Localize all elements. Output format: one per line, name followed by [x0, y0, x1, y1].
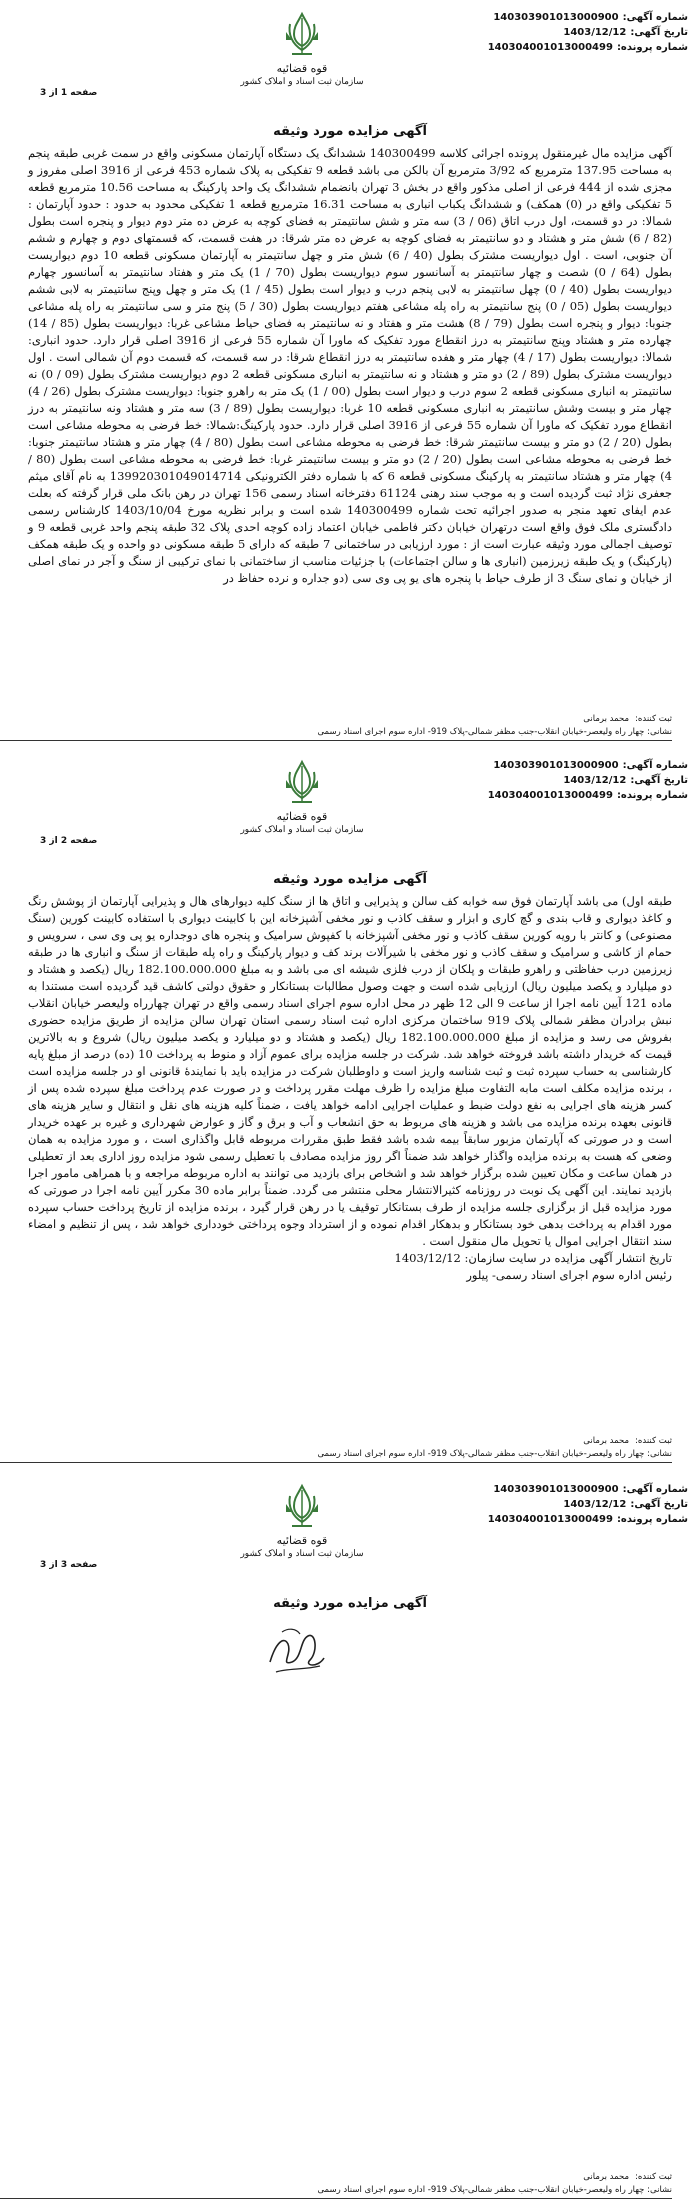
- org-top-caption: قوه قضائیه: [276, 62, 328, 75]
- page-footer: [0, 1436, 700, 1463]
- judiciary-emblem: [232, 1482, 372, 1559]
- office-address: نشانی: چهار راه ولیعصر-خیابان انقلاب-جنب مظفر شمالی-پلاک 919- اداره سوم اجرای اسناد رسمی: [0, 2185, 672, 2199]
- judiciary-emblem: [232, 10, 372, 87]
- page-header: [0, 748, 700, 858]
- notice-meta: [488, 10, 688, 55]
- notice-title: آگهی مزایده مورد وثیقه: [273, 1596, 427, 1611]
- notice-date: 1403/12/12: [563, 1499, 627, 1510]
- page-2: [0, 748, 700, 1468]
- notice-no-label: شماره آگهی:: [622, 12, 688, 23]
- notice-body: [28, 893, 672, 1284]
- notice-meta: [488, 1482, 688, 1527]
- page-number: صفحه 2 از 3: [40, 836, 98, 846]
- signature-line: رئیس اداره سوم اجرای اسناد رسمی- پیلور: [466, 1268, 672, 1282]
- signer-label: ثبت کننده:: [635, 1436, 672, 1446]
- case-label: شماره پرونده:: [616, 42, 688, 53]
- notice-no: 140303901013000900: [493, 1484, 619, 1495]
- notice-no-label: شماره آگهی:: [622, 1484, 688, 1495]
- signer-name: محمد برمانی: [583, 1436, 630, 1446]
- org-top-caption: قوه قضائیه: [276, 810, 328, 823]
- office-address: نشانی: چهار راه ولیعصر-خیابان انقلاب-جنب مظفر شمالی-پلاک 919- اداره سوم اجرای اسناد رسمی: [0, 1449, 672, 1463]
- office-address: نشانی: چهار راه ولیعصر-خیابان انقلاب-جنب مظفر شمالی-پلاک 919- اداره سوم اجرای اسناد رسمی: [0, 727, 672, 741]
- org-bottom-caption: سازمان ثبت اسناد و املاک کشور: [240, 1549, 364, 1559]
- org-top-caption: قوه قضائیه: [276, 1534, 328, 1547]
- case-label: شماره پرونده:: [616, 790, 688, 801]
- page-header: [0, 0, 700, 110]
- signer-name: محمد برمانی: [583, 2172, 630, 2182]
- signer-label: ثبت کننده:: [635, 2172, 672, 2182]
- notice-title: آگهی مزایده مورد وثیقه: [273, 872, 427, 887]
- page-footer: [0, 714, 700, 741]
- notice-title: آگهی مزایده مورد وثیقه: [273, 124, 427, 139]
- signature-stamp: [262, 1622, 332, 1686]
- org-bottom-caption: سازمان ثبت اسناد و املاک کشور: [240, 825, 364, 835]
- page-number: صفحه 3 از 3: [40, 1560, 98, 1570]
- notice-body-text: آگهی مزایده مال غیرمنقول پرونده اجرائی کلاسه 140300499 ششدانگ یک دستگاه آپارتمان مسکونی واقع در سمت غربی طبقه پنجم به مساحت 137.95 مترمربع که 3/92 مترمربع آن بالکن می باشد قطعه 9 تفکیکی به پلاک شماره 453 فرعی از 3916 اصلی مفروز و مجزی شده از 444 فرعی از اصلی مذکور واقع در بخش 3 تهران بانضمام ششدانگ یک واحد پارکینگ به مساحت 10.56 مترمربع قطعه 5 تفکیکی واقع در (0) همکف) و ششدانگ یکباب انباری به مساحت 16.31 مترمربع قطعه 1 تفکیکی محدود به حدود : حدود آپارتمان : شمالا: در دو قسمت، اول درب اتاق (06 / 3) سه متر و شش سانتیمتر به فضای کوچه به عرض ده متر دوم دیوار و پنجره است بطول (82 / 6) شش متر و هشتاد و دو سانتیمتر به فضای کوچه به عرض ده متر شرقا: در هفت قسمت، که قسمتهای دوم و چهارم و ششم آن جنوبی، است . اول دیواریست مشترک بطول (40 / 6) شش متر و چهل سانتیمتر به آپارتمان مسکونی قطعه 10 دوم دیواریست بطول (64 / 0) شصت و چهار سانتیمتر به آسانسور سوم دیواریست بطول (70 / 1) یک متر و هفتاد سانتیمتر به آسانسور چهارم دیواریست بطول (40 / 0) چهل سانتیمتر به لابی پنجم درب و دیوار است بطول (45 / 1) یک متر و چهل وپنج سانتیمتر به لابی ششم دیواریست بطول (05 / 0) پنج سانتیمتر به راه پله مشاعی هفتم دیواریست بطول (30 / 5) پنج متر و سی سانتیمتر به راه پله مشاعی جنوبا: دیوار و پنجره است بطول (79 / 8) هشت متر و هفتاد و نه سانتیمتر به فضای حیاط مشاعی غربا: دیواریست بطول (85 / 14) چهارده متر و هشتاد وپنج سانتیمتر به درز انقطاع مورد تفکیک که ماورا آن شماره 55 فرعی از 3916 اصلی قرار دارد. حدود انباری: شمالا: دیواریست بطول (17 / 4) چهار متر و هفده سانتیمتر به درز انقطاع شرقا: در سه قسمت، که قسمت دوم آن شمالی است . اول دیواریست مشترک بطول (89 / 2) دو متر و هشتاد و نه سانتیمتر به انباری مسکونی قطعه 2 دوم دیواریست مشترک بطول (09 / 0) نه سانتیمتر به انباری مسکونی قطعه 2 سوم درب و دیوار است بطول (00 / 1) یک متر به راهرو جنوبا: دیواریست مشترک بطول (26 / 4) چهار متر و بیست وشش سانتیمتر به انباری مسکونی قطعه 10 غربا: دیواریست بطول (89 / 3) سه متر و هشتاد ونه سانتیمتر به درز انقطاع مورد تفکیک که ماورا آن شماره 55 فرعی از 3916 اصلی قرار دارد. حدود پارکینگ:شمالا: خط فرضی به محوطه مشاعی است بطول (20 / 2) دو متر و بیست سانتیمتر شرقا: خط فرضی به محوطه مشاعی است بطول (80 / 4) چهار متر و هشتاد سانتیمتر جنوبا: خط فرضی به محوطه مشاعی است بطول (20 / 2) دو متر و بیست سانتیمتر غربا: خط فرضی به محوطه مشاعی است بطول (80 / 4) چهار متر و هشتاد سانتیمتر به پارکینگ مسکونی قطعه 6 که با شماره دفتر الکترونیکی 139920301049014714 به نام آقای میثم جعفری نژاد ثبت گردیده است و به موجب سند رهنی 61124 دفترخانه اسناد رسمی 156 تهران در رهن بانک ملی قرار گرفته که بعلت عدم ایفای تعهد منجر به صدور اجرائیه تحت شماره 140300499 شده است و برابر نظریه مورخ 1403/10/04 کارشناس رسمی دادگستری ملک فوق واقع است درتهران خیابان دکتر فاطمی خیابان اعتماد زاده کوچه احدی پلاک 32 طبقه پنجم واحد غربی قطعه 9 و توصیف اجمالی مورد وثیقه عبارت است از : مورد ارزیابی در ساختمانی 7 طبقه که دارای 5 طبقه مسکونی دو واحده و یک طبقه همکف (پارکینگ) و یک طبقه زیرزمین (انباری ها و سالن اجتماعات) با جزئیات مناسب از ساختمانی با نمای ترکیبی از سنگ و آجر در نمای اصلی از خیابان و نمای سنگ 3 از طرف حیاط با پنجره های یو پی وی سی (دو جداره و نرده حفاظ در: [28, 146, 673, 585]
- signer-name: محمد برمانی: [583, 714, 630, 724]
- emblem-icon: [280, 1482, 324, 1532]
- notice-meta: [488, 758, 688, 803]
- page-footer: [0, 2172, 700, 2199]
- publication-date-line: تاریخ انتشار آگهی مزایده در سایت سازمان: 1403/12/12: [394, 1251, 672, 1265]
- case-no: 140304001013000499: [487, 42, 613, 53]
- notice-date: 1403/12/12: [563, 775, 627, 786]
- signer-label: ثبت کننده:: [635, 714, 672, 724]
- notice-date: 1403/12/12: [563, 27, 627, 38]
- notice-no: 140303901013000900: [493, 12, 619, 23]
- emblem-icon: [280, 758, 324, 808]
- case-no: 140304001013000499: [487, 790, 613, 801]
- page-3: [0, 1472, 700, 2206]
- date-label: تاریخ آگهی:: [630, 775, 688, 786]
- page-number: صفحه 1 از 3: [40, 88, 98, 98]
- page-1: [0, 0, 700, 745]
- signature-icon: [262, 1622, 332, 1682]
- notice-body: [28, 145, 672, 587]
- judiciary-emblem: [232, 758, 372, 835]
- case-label: شماره پرونده:: [616, 1514, 688, 1525]
- notice-no-label: شماره آگهی:: [622, 760, 688, 771]
- org-bottom-caption: سازمان ثبت اسناد و املاک کشور: [240, 77, 364, 87]
- emblem-icon: [280, 10, 324, 60]
- date-label: تاریخ آگهی:: [630, 1499, 688, 1510]
- notice-no: 140303901013000900: [493, 760, 619, 771]
- date-label: تاریخ آگهی:: [630, 27, 688, 38]
- page-header: [0, 1472, 700, 1582]
- notice-body-text: طبقه اول) می باشد آپارتمان فوق سه خوابه کف سالن و پذیرایی و اتاق ها از سنگ کلیه دیوارهای هال و پذیرایی آپارتمان از پوشش رنگ و کاغذ دیواری و قاب بندی و گچ کاری و ابزار و سقف کاذب و نور مخفی آشپزخانه این با کابینت دیواری با استفاده کابینت کورین (سنگ مصنوعی) و کانتر با رویه کورین سقف کاذب و نور مخفی آشپزخانه با کفپوش سرامیک و پنجره های دوجداره یو پی وی سی ، سرویس و حمام از کاشی و سرامیک و سقف کاذب و نور مخفی با شیرآلات برند کف و دیوار پارکینگ و راه پله طبقات از سنگ و انباری ها در طبقه زیرزمین درب حفاظتی و راهرو طبقات و پلکان از درب فلزی شیشه ای می باشد و به مبلغ 182.100.000.000 ریال (یکصد و هشتاد و دو میلیارد و یکصد میلیون ریال) ارزیابی شده است و جهت وصول مطالبات بستانکار و حقوق دولتی کاشف قید گردیده است مستندا به ماده 121 آیین نامه اجرا از ساعت 9 الی 12 ظهر در محل اداره سوم اجرای اسناد رسمی واقع در تهران چهارراه ولیعصر خیابان انقلاب نبش برادران مظفر شمالی پلاک 919 ساختمان مرکزی اداره ثبت اسناد رسمی استان تهران سالن مزایده از طریق مزایده حضوری بفروش می رسد و مزایده از مبلغ 182.100.000.000 ریال (یکصد و هشتاد و دو میلیارد و یکصد میلیون ریال) شروع و به بالاترین قیمت که خریدار داشته باشد فروخته خواهد شد. شرکت در جلسه مزایده برای عموم آزاد و منوط به پرداخت 10 (ده) درصد از مبلغ پایه کارشناسی به حساب سپرده ثبت و ثبت شناسه واریز است و داوطلبان شرکت در مزایده باید با نمایندۀ قانونی او در جلسه مزایده است ، برنده مزایده مکلف است مابه التفاوت مبلغ مزایده را ظرف مهلت مقرر پرداخت و در صورت عدم پرداخت مبلغ سپرده شده پس از کسر هزینه های اجرایی به نفع دولت ضبط و عملیات اجرایی ادامه خواهد یافت ، ضمناً کلیه هزینه های نقل و انتقال و سایر هزینه های قانونی بعهده برنده مزایده می باشد و هزینه های مربوط به حق انشعاب و آب و برق و گاز و عوارض شهرداری و غیره بر عهده خریدار است و در صورتی که آپارتمان مزبور سابقاً بیمه شده باشد فقط طبق مقررات مربوطه قابل واگذاری است ، و مورد مزایده به همان وضعی که هست به برنده مزایده واگذار خواهد شد ضمناً اگر روز مزایده مصادف با تعطیل رسمی شود مزایده روز اداری بعد از تعطیلی در همان ساعت و مکان تعیین شده برگزار خواهد شد و اشخاص برای بازدید می توانند به اداره مربوطه مراجعه و با همراهی مامور اجرا بازدید نمایند. این آگهی یک نوبت در روزنامه کثیرالانتشار محلی منتشر می گردد. ضمناً برابر ماده 30 مکرر آیین نامه اجرا در صورتی که مورد مزایده قبل از برگزاری جلسه مزایده از طرف بستانکار توقیف یا در رهن قرار گیرد ، برنده مزایده از تاریخ پرداخت حساب سپرده مورد اقدام به پرداخت بدهی خود بستانکار و بدهکار اقدام نموده و از استرداد وجوه پرداختی خودداری خواهد شد ، پس از تنظیم و امضاء سند انتقال اجرایی اموال یا تحویل مال منقول است .: [28, 894, 673, 1248]
- case-no: 140304001013000499: [487, 1514, 613, 1525]
